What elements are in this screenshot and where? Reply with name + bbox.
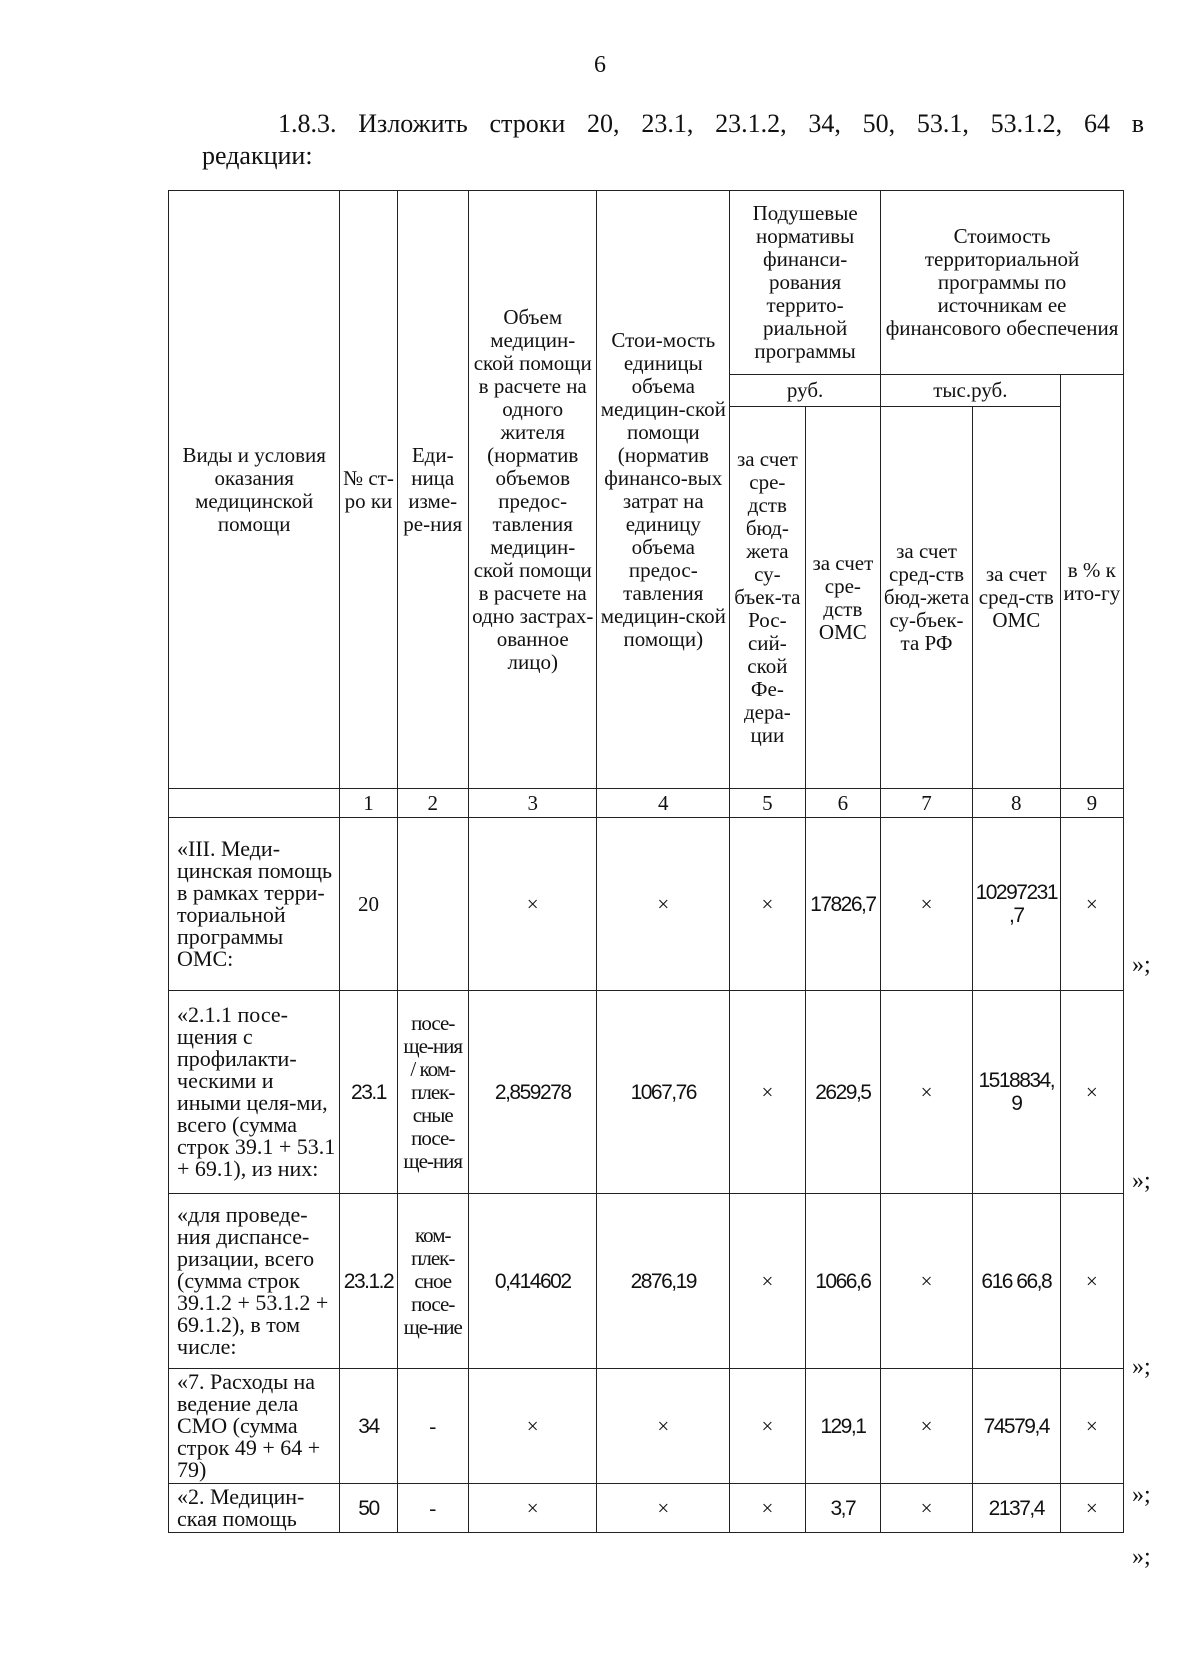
row-budget-percapita: × (730, 818, 806, 991)
row-percent: × (1060, 1484, 1123, 1533)
page-number: 6 (594, 52, 606, 78)
row-oms-percapita: 17826,7 (805, 818, 881, 991)
row-percent: × (1060, 1369, 1123, 1484)
row-name: «2.1.1 посе-щения с профилакти-ческими и иными целя-ми, всего (сумма строк 39.1 + 53.1 + 69.1), из них: (169, 991, 340, 1194)
row-oms-percapita: 3,7 (805, 1484, 881, 1533)
row-closing-quote: »; (1132, 952, 1151, 978)
table-row (169, 1369, 1124, 1484)
column-number-row (169, 789, 1124, 818)
row-unit: посе-ще-ния / ком-плек-сные посе-ще-ния (397, 991, 468, 1194)
row-budget-total: × (881, 818, 973, 991)
header-cost: Стои-мость единицы объема медицин-ской помощи (норматив финансо-вых затрат на единицу объема предос-тавления медицин-ской помощи) (597, 191, 730, 789)
intro-text (202, 108, 1144, 172)
row-budget-total: × (881, 1194, 973, 1369)
row-budget-total: × (881, 1369, 973, 1484)
table-row (169, 1194, 1124, 1369)
row-percent: × (1060, 1194, 1123, 1369)
table-row (169, 818, 1124, 991)
header-row-number: № ст-ро ки (340, 191, 397, 789)
row-number: 23.1 (340, 991, 397, 1194)
row-budget-total: × (881, 991, 973, 1194)
row-cost: × (597, 1484, 730, 1533)
header-unit-thous: тыс.руб. (881, 375, 1061, 407)
row-percent: × (1060, 991, 1123, 1194)
row-oms-total: 1518834, 9 (972, 991, 1060, 1194)
row-number: 20 (340, 818, 397, 991)
header-volume: Объем медицин-ской помощи в расчете на одного жителя (норматив объемов предос-тавления медицин-ской помощи в расчете на одно застрах-ованное лицо) (468, 191, 597, 789)
column-number: 7 (881, 789, 973, 818)
row-oms-total: 74579,4 (972, 1369, 1060, 1484)
row-oms-total: 2137,4 (972, 1484, 1060, 1533)
row-cost: × (597, 1369, 730, 1484)
row-budget-percapita: × (730, 1194, 806, 1369)
row-oms-percapita: 129,1 (805, 1369, 881, 1484)
row-oms-total: 10297231,7 (972, 818, 1060, 991)
column-number (169, 789, 340, 818)
row-number: 50 (340, 1484, 397, 1533)
column-number: 8 (972, 789, 1060, 818)
row-budget-percapita: × (730, 1369, 806, 1484)
row-budget-percapita: × (730, 991, 806, 1194)
row-closing-quote: »; (1132, 1544, 1151, 1570)
row-budget-total: × (881, 1484, 973, 1533)
row-number: 23.1.2 (340, 1194, 397, 1369)
row-cost: 1067,76 (597, 991, 730, 1194)
intro-line-1: 1.8.3. Изложить строки 20, 23.1, 23.1.2, 34, 50, 53.1, 53.1.2, 64 в (278, 109, 1144, 138)
row-name: «7. Расходы на ведение дела СМО (сумма строк 49 + 64 + 79) (169, 1369, 340, 1484)
row-unit: - (397, 1369, 468, 1484)
column-number: 2 (397, 789, 468, 818)
row-volume: × (468, 1484, 597, 1533)
header-per-capita: Подушевые нормативы финанси-рования террито-риальной программы (730, 191, 881, 375)
row-closing-quote: »; (1132, 1168, 1151, 1194)
row-name: «III. Меди-цинская помощь в рамках терри-ториальной программы ОМС: (169, 818, 340, 991)
header-types: Виды и условия оказания медицинской помощи (169, 191, 340, 789)
row-name: «2. Медицин-ская помощь (169, 1484, 340, 1533)
row-number: 34 (340, 1369, 397, 1484)
column-number: 4 (597, 789, 730, 818)
row-unit (397, 818, 468, 991)
header-src-oms-2: за счет сред-ств ОМС (972, 407, 1060, 789)
column-number: 3 (468, 789, 597, 818)
row-percent: × (1060, 818, 1123, 991)
amendment-table (168, 190, 1124, 1533)
row-oms-percapita: 1066,6 (805, 1194, 881, 1369)
table-row (169, 991, 1124, 1194)
column-number: 1 (340, 789, 397, 818)
row-unit: ком-плек-сное посе-ще-ние (397, 1194, 468, 1369)
intro-line-2: редакции: (202, 141, 313, 170)
row-oms-total: 616 66,8 (972, 1194, 1060, 1369)
row-oms-percapita: 2629,5 (805, 991, 881, 1194)
row-volume: × (468, 818, 597, 991)
row-volume: × (468, 1369, 597, 1484)
row-volume: 2,859278 (468, 991, 597, 1194)
row-cost: 2876,19 (597, 1194, 730, 1369)
header-unit: Еди-ница изме-ре-ния (397, 191, 468, 789)
header-src-budget-rf: за счет сред-ств бюд-жета су-бъек-та РФ (881, 407, 973, 789)
column-number: 9 (1060, 789, 1123, 818)
column-number: 6 (805, 789, 881, 818)
header-total-cost: Стоимость территориальной программы по источникам ее финансового обеспечения (881, 191, 1124, 375)
row-volume: 0,414602 (468, 1194, 597, 1369)
header-src-oms: за счет сре-дств ОМС (805, 407, 881, 789)
row-closing-quote: »; (1132, 1482, 1151, 1508)
row-unit: - (397, 1484, 468, 1533)
header-unit-rub: руб. (730, 375, 881, 407)
table-row (169, 1484, 1124, 1533)
column-number: 5 (730, 789, 806, 818)
header-percent: в % к ито-гу (1060, 375, 1123, 789)
row-closing-quote: »; (1132, 1354, 1151, 1380)
header-src-budget: за счет сре-дств бюд-жета су-бъек-та Рос-сий-ской Фе-дера-ции (730, 407, 806, 789)
row-name: «для проведе-ния диспансе-ризации, всего (сумма строк 39.1.2 + 53.1.2 + 69.1.2), в том числе: (169, 1194, 340, 1369)
row-cost: × (597, 818, 730, 991)
row-budget-percapita: × (730, 1484, 806, 1533)
